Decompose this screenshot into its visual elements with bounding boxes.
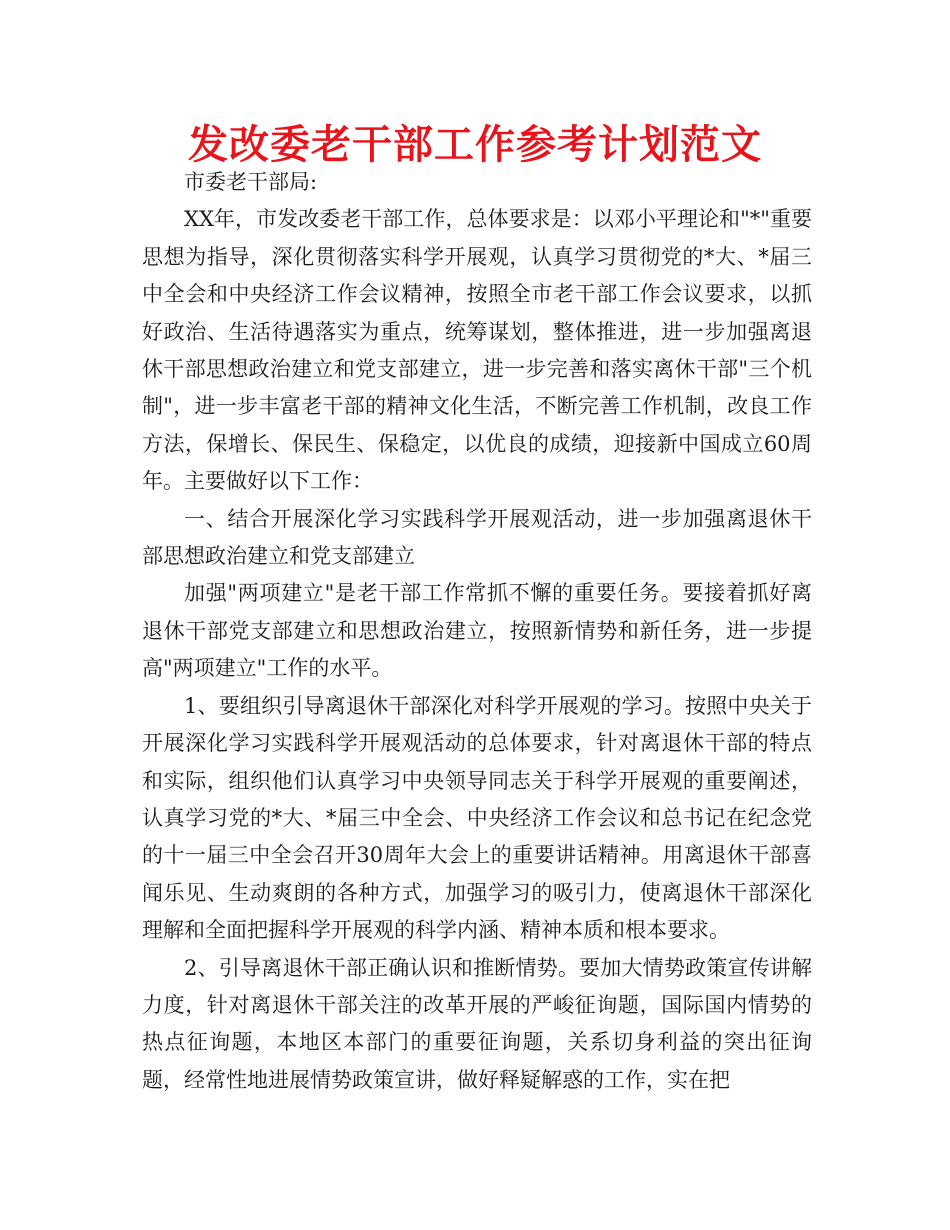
body-paragraph: 加强"两项建立"是老干部工作常抓不懈的重要任务。要接着抓好离退休干部党支部建立和思想政治建立，按照新情势和新任务，进一步提高"两项建立"工作的水平。 xyxy=(142,581,812,681)
body-paragraph: 1、要组织引导离退休干部深化对科学开展观的学习。按照中央关于开展深化学习实践科学开展观活动的总体要求，针对离退休干部的特点和实际，组织他们认真学习中央领导同志关于科学开展观的重要阐述，认真学习党的*大、*届三中全会、中央经济工作会议和总书记在纪念党的十一届三中全会召开30周年大会上的重要讲话精神。用离退休干部喜闻乐见、生动爽朗的各种方式，加强学习的吸引力，使离退休干部深化理解和全面把握科学开展观的科学内涵、精神本质和根本要求。 xyxy=(142,693,812,943)
section-heading: 一、结合开展深化学习实践科学开展观活动，进一步加强离退休干部思想政治建立和党支部建立 xyxy=(142,506,812,569)
body-paragraph: 2、引导离退休干部正确认识和推断情势。要加大情势政策宣传讲解力度，针对离退休干部关注的改革开展的严峻征询题，国际国内情势的热点征询题，本地区本部门的重要征询题，关系切身利益的突出征询题，经常性地进展情势政策宣讲，做好释疑解惑的工作，实在把 xyxy=(142,955,812,1092)
document-title: 发改委老干部工作参考计划范文 xyxy=(188,122,762,168)
body-paragraph: XX年，市发改委老干部工作，总体要求是：以邓小平理论和"*"重要思想为指导，深化贯彻落实科学开展观，认真学习贯彻党的*大、*届三中全会和中央经济工作会议精神，按照全市老干部工作会议要求，以抓好政治、生活待遇落实为重点，统筹谋划，整体推进，进一步加强离退休干部思想政治建立和党支部建立，进一步完善和落实离休干部"三个机制"，进一步丰富老干部的精神文化生活，不断完善工作机制，改良工作方法，保增长、保民生、保稳定，以优良的成绩，迎接新中国成立60周年。主要做好以下工作： xyxy=(142,207,812,494)
body-paragraph: 市委老干部局: xyxy=(184,170,318,194)
document-body xyxy=(142,164,812,1099)
